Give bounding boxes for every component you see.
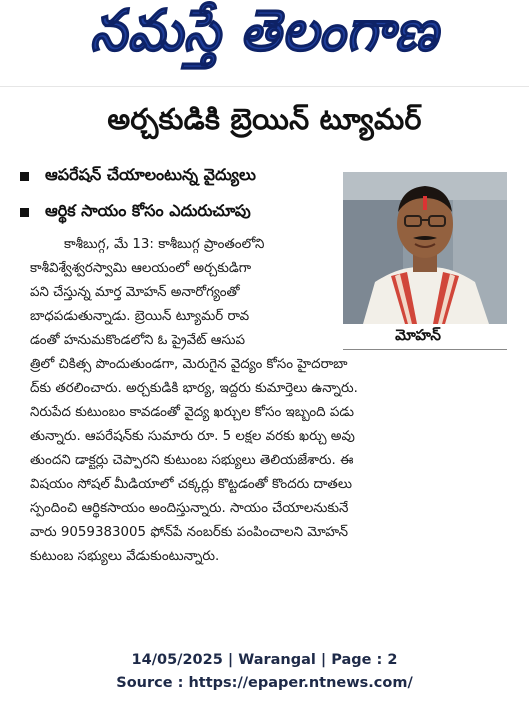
subheadline-text: ఆపరేషన్ చేయాలంటున్న వైద్యులు	[45, 164, 256, 184]
body-text-line: స్పందించి ఆర్థికసాయం అందిస్తున్నారు. సాయం చేయాలనుకునే	[30, 501, 349, 516]
portrait-photo	[343, 172, 507, 324]
subheadline-text: ఆర్థిక సాయం కోసం ఎదురుచూపు	[45, 200, 251, 220]
masthead	[0, 0, 529, 76]
body-text-line: డంతో హనుమకొండలోని ఓ ప్రైవేట్ ఆసుప	[30, 333, 246, 348]
body-text-line: పని చేస్తున్న మార్త మోహన్ అనారోగ్యంతో	[30, 285, 240, 300]
photo-caption: మోహన్	[395, 326, 441, 344]
body-text-line: కాశీబుగ్గ, మే 13: కాశీబుగ్గ ప్రాంతంలోని	[64, 237, 265, 252]
edition-info: 14/05/2025 | Warangal | Page : 2	[131, 652, 398, 668]
body-text-line: కాశీవిశ్వేశ్వరస్వామి ఆలయంలో అర్చకుడిగా	[30, 261, 252, 276]
body-text-line: విషయం సోషల్ మీడియాలో చక్కర్లు కొట్టడంతో కొందరు దాతలు	[30, 477, 352, 492]
square-bullet-icon	[20, 208, 29, 217]
subheadline-item	[20, 194, 340, 230]
body-text-line: కుటుంబ సభ్యులు వేడుకుంటున్నారు.	[30, 549, 220, 564]
body-text-line: త్రిలో చికిత్స పొందుతుండగా, మెరుగైన వైద్యం కోసం హైదరాబా	[30, 357, 348, 372]
body-text-line: వారు 9059383005 ఫోన్‌పే నంబర్‌కు పంపించాలని మోహన్	[30, 525, 349, 540]
article-headline: అర్చకుడికి బ్రెయిన్ ట్యూమర్	[107, 102, 422, 136]
subheadline-item	[20, 158, 340, 194]
source-line: Source : https://epaper.ntnews.com/	[116, 675, 413, 691]
body-text-line: తున్నారు. ఆపరేషన్‌కు సుమారు రూ. 5 లక్షల వరకు ఖర్చు అవు	[30, 429, 355, 444]
square-bullet-icon	[20, 172, 29, 181]
body-text-line: బాధపడుతున్నాడు. బ్రెయిన్ ట్యూమర్ రావ	[30, 309, 250, 324]
body-text-line: నిరుపేద కుటుంబం కావడంతో వైద్య ఖర్చుల కోసం ఇబ్బంది పడు	[30, 405, 354, 420]
newspaper-logo: నమస్తే తెలంగాణ	[90, 0, 439, 64]
masthead-divider	[0, 86, 529, 87]
subheadline-list	[20, 158, 340, 230]
caption-divider	[343, 349, 507, 350]
body-text-line: తుందని డాక్టర్లు చెప్పారని కుటుంబ సభ్యులు తెలియజేశారు. ఈ	[30, 453, 354, 468]
body-text-line: ద్‌కు తరలించారు. అర్చకుడికి భార్య, ఇద్దరు కుమార్తెలు ఉన్నారు.	[30, 381, 358, 396]
